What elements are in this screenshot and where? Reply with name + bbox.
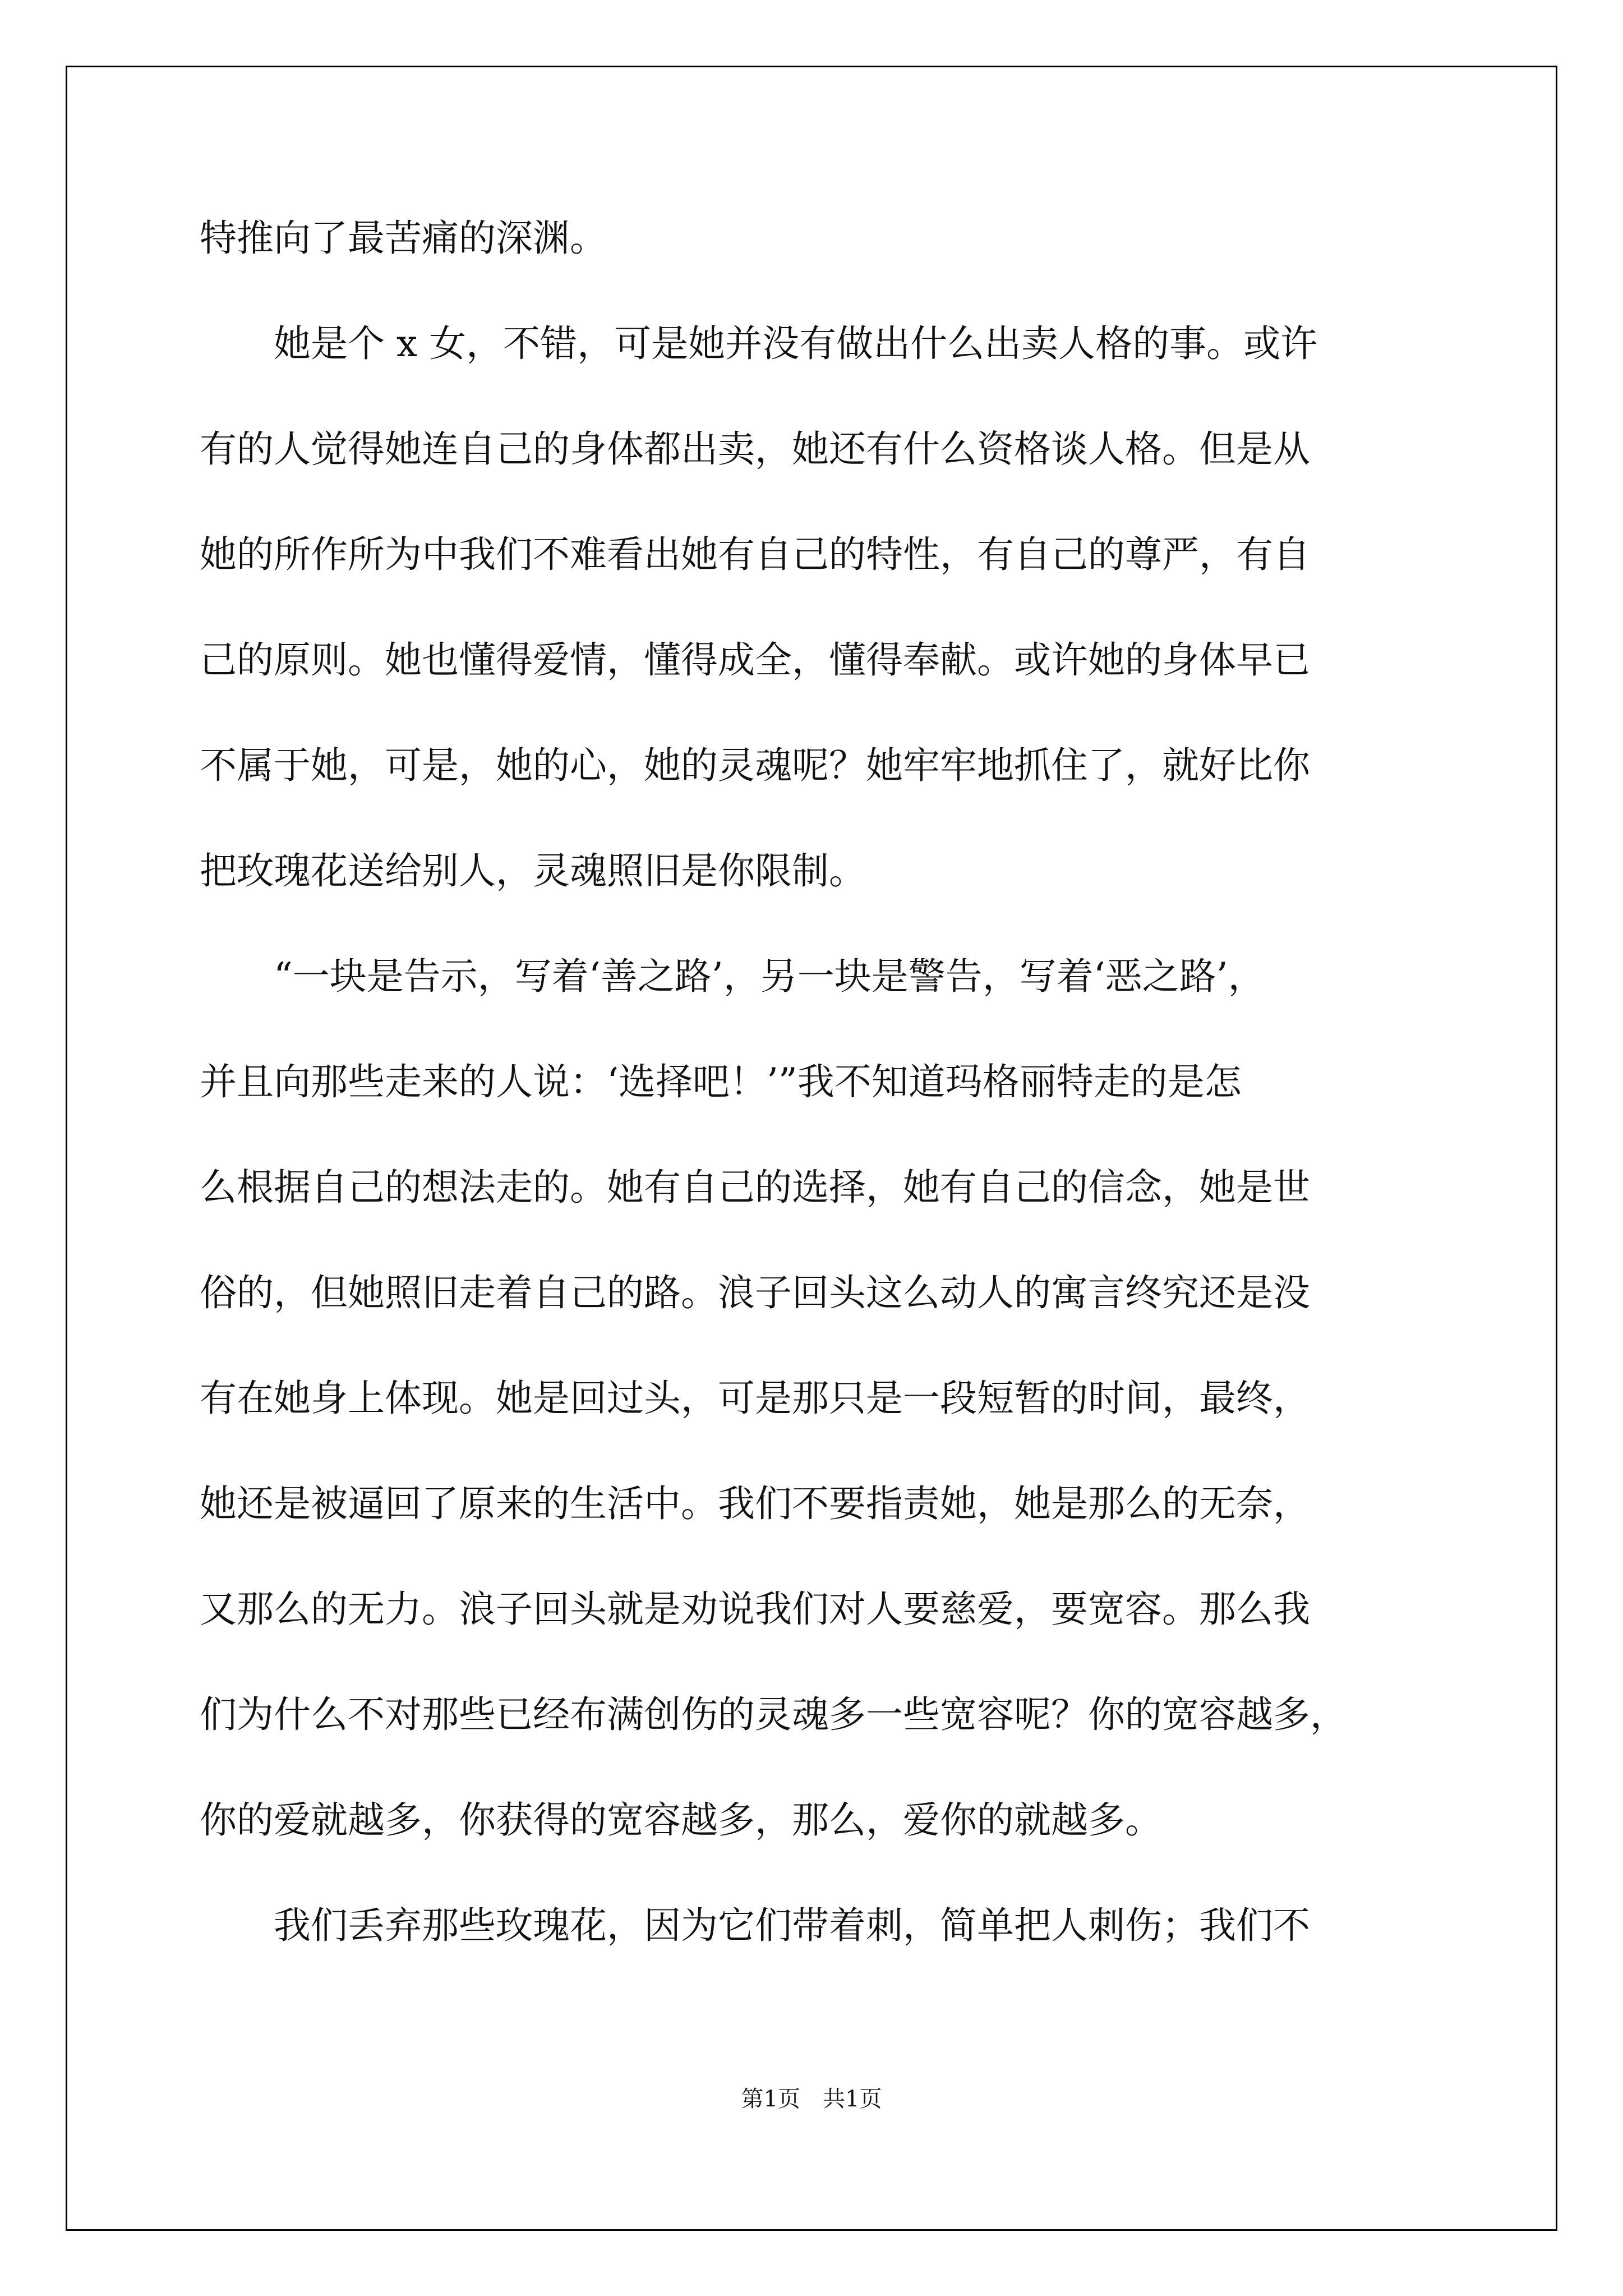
text-line-9: 并且向那些走来的人说：‘选择吧！’”我不知道玛格丽特走的是怎 <box>200 1060 1242 1103</box>
text-line-6: 不属于她，可是，她的心，她的灵魂呢？她牢牢地抓住了，就好比你 <box>200 744 1310 787</box>
text-line-12: 有在她身上体现。她是回过头，可是那只是一段短暂的时间，最终， <box>200 1377 1310 1420</box>
text-line-1: 特推向了最苦痛的深渊。 <box>200 217 607 260</box>
text-line-13: 她还是被逼回了原来的生活中。我们不要指责她，她是那么的无奈， <box>200 1482 1310 1525</box>
text-line-4: 她的所作所为中我们不难看出她有自己的特性，有自己的尊严，有自 <box>200 533 1310 576</box>
text-line-10: 么根据自己的想法走的。她有自己的选择，她有自己的信念，她是世 <box>200 1166 1310 1209</box>
text-line-7: 把玫瑰花送给别人，灵魂照旧是你限制。 <box>200 849 866 892</box>
text-line-16: 你的爱就越多，你获得的宽容越多，那么，爱你的就越多。 <box>200 1798 1162 1842</box>
text-line-3: 有的人觉得她连自己的身体都出卖，她还有什么资格谈人格。但是从 <box>200 427 1310 471</box>
page-footer: 第1页 共1页 <box>741 2086 882 2112</box>
text-line-11: 俗的，但她照旧走着自己的路。浪子回头这么动人的寓言终究还是没 <box>200 1271 1310 1314</box>
text-line-15: 们为什么不对那些已经布满创伤的灵魂多一些宽容呢？你的宽容越多， <box>200 1693 1347 1736</box>
text-line-2: 她是个 x 女，不错，可是她并没有做出什么出卖人格的事。或许 <box>200 322 1318 365</box>
text-line-5: 己的原则。她也懂得爱情，懂得成全，懂得奉献。或许她的身体早已 <box>200 638 1310 682</box>
text-line-8: “一块是告示，写着‘善之路’，另一块是警告，写着‘恶之路’， <box>200 955 1265 998</box>
text-line-14: 又那么的无力。浪子回头就是劝说我们对人要慈爱，要宽容。那么我 <box>200 1588 1310 1631</box>
text-line-17: 我们丢弃那些玫瑰花，因为它们带着刺，简单把人刺伤；我们不 <box>200 1904 1310 1947</box>
